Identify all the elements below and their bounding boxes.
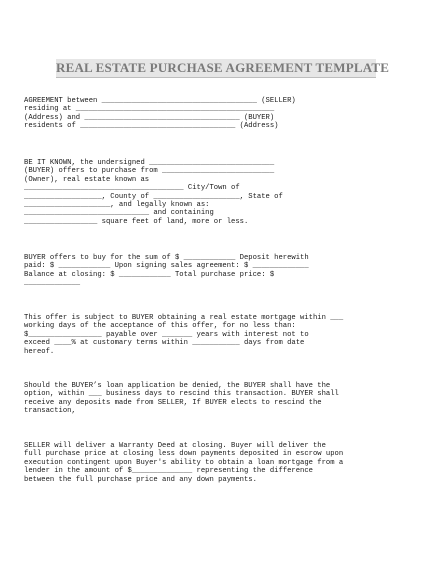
- purchase-price-paragraph: BUYER offers to buy for the sum of $ ____________ Deposit herewith paid: $ ____________ Upon signing sales agreement: $ _____________ Balance at closing: $ ____________ Total purchase price: $ _____________: [24, 254, 309, 288]
- loan-denial-paragraph: Should the BUYER’s loan application be denied, the BUYER shall have the option, within ___ business days to rescind this transaction. BUYER shall receive any deposits made from SELLER, If BUYER elects to rescind the transaction,: [24, 382, 339, 416]
- mortgage-contingency-paragraph: This offer is subject to BUYER obtaining a real estate mortgage within ___ working days of the acceptance of this offer, for no less than: $_________________ payable over _______ years with interest not to exceed ____% at customary terms within ___________ days from date hereof.: [24, 314, 344, 356]
- document-title: REAL ESTATE PURCHASE AGREEMENT TEMPLATE: [56, 60, 390, 75]
- warranty-deed-paragraph: SELLER will deliver a Warranty Deed at closing. Buyer will deliver the full purchase price at closing less down payments deposited in escrow upon execution contingent upon Buyer's ability to obtain a loan mortgage from a lender in the amount of $______________ representing the difference between the full purchase price and any down payments.: [24, 442, 344, 484]
- agreement-parties-paragraph: AGREEMENT between ____________________________________ (SELLER) residing at ______________________________________________ (Address) and ____________________________________ (BUYER) residents of ____________________________________ (Address): [24, 97, 296, 131]
- title-underline: [56, 77, 376, 78]
- property-description-paragraph: BE IT KNOWN, the undersigned _____________________________ (BUYER) offers to purchase from __________________________ (Owner), real estate known as _____________________________________ City/Town of __________________, County of ____________________, State of ____________________, and legally known as: _____________________________ and containing _________________ square feet of land, more or less.: [24, 159, 283, 226]
